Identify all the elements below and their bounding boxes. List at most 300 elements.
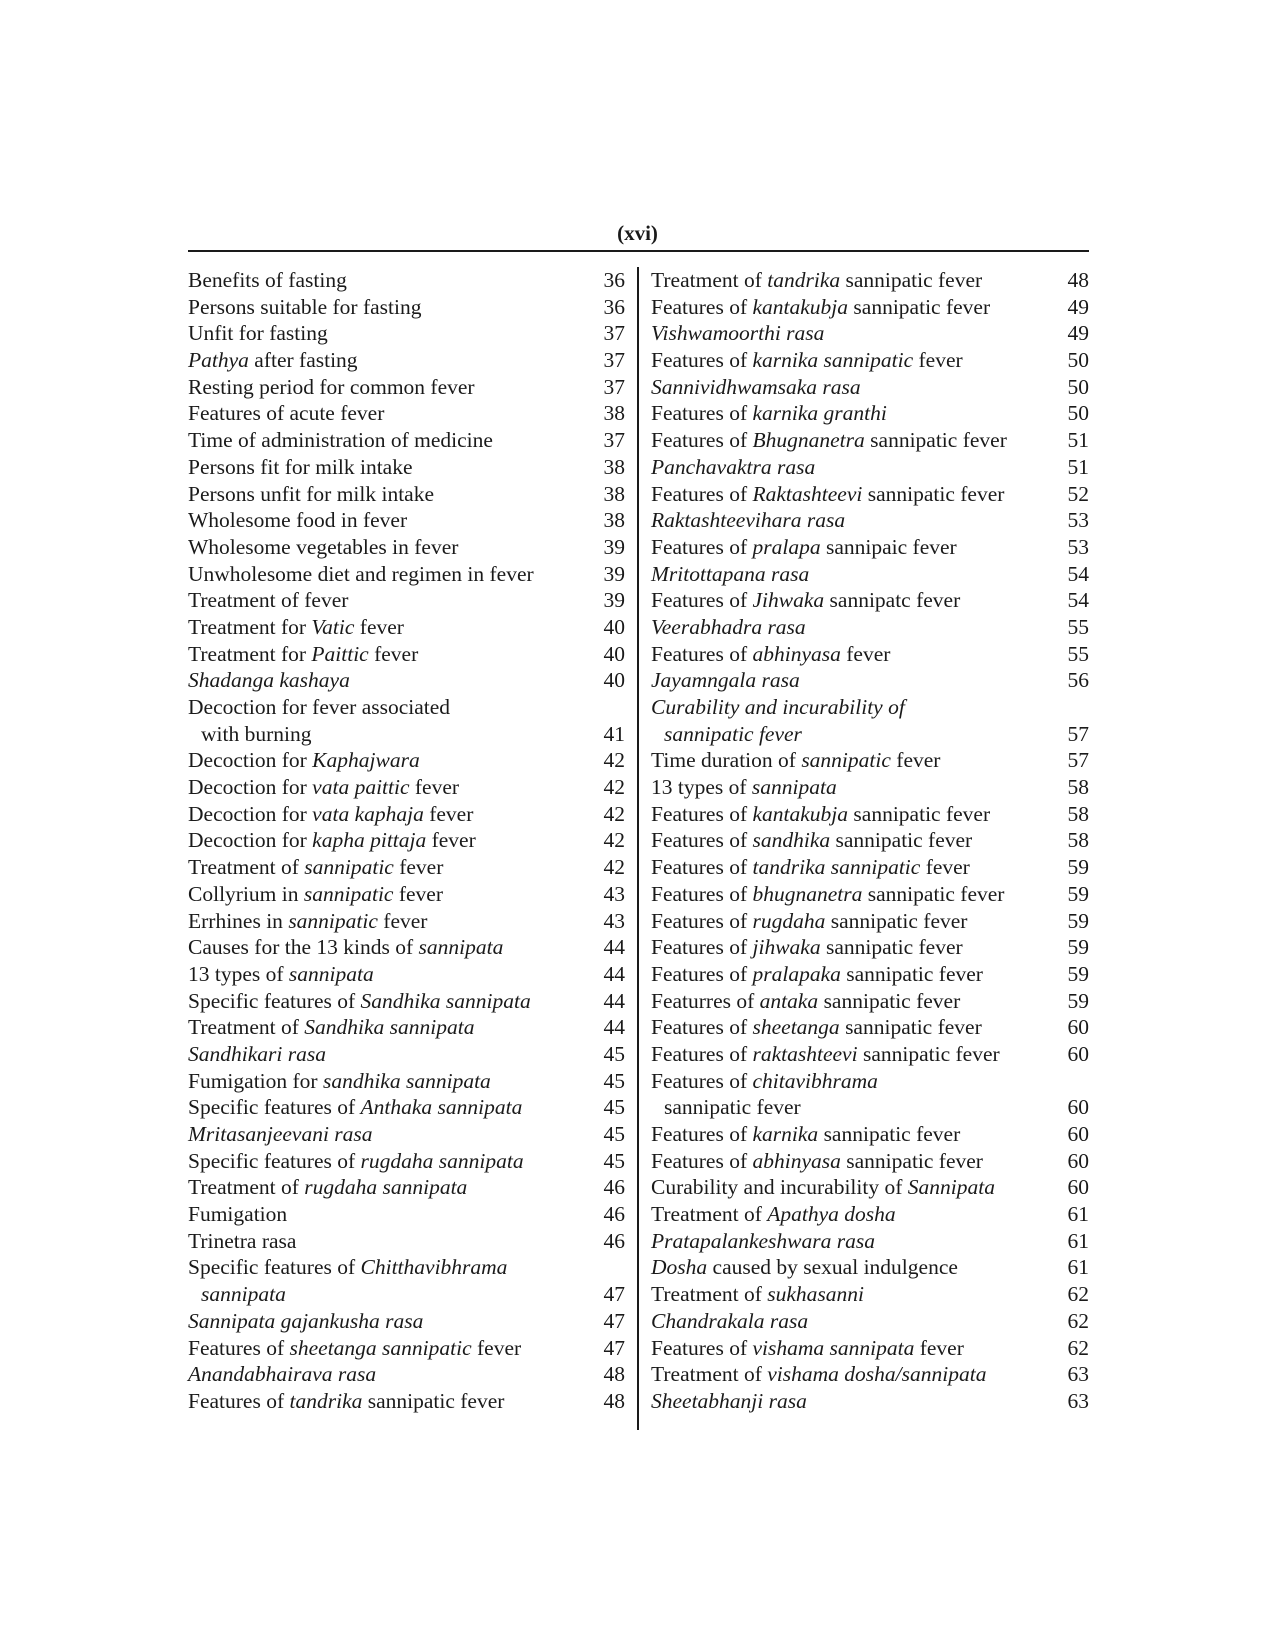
toc-entry-title-italic: Pratapalankeshwara rasa xyxy=(651,1228,875,1253)
toc-entry-title xyxy=(651,320,824,347)
toc-entry-title-text: sannipatic fever xyxy=(825,908,968,933)
toc-entry xyxy=(188,1174,625,1201)
toc-entry-title xyxy=(651,694,905,721)
toc-entry xyxy=(651,721,1089,748)
toc-entry-title-italic: sannipatic xyxy=(303,881,394,906)
toc-entry-title xyxy=(188,507,407,534)
toc-entry-title-italic: sannipatic xyxy=(801,748,891,773)
toc-entry-title-text: Fumigation for xyxy=(188,1068,323,1093)
toc-entry-title-text: sannipatic fever xyxy=(818,988,961,1013)
toc-entry-title-italic: tandrika sannipatic xyxy=(752,855,921,880)
toc-entry-page: 47 xyxy=(603,1335,625,1360)
toc-entry-title-italic: chitavibhrama xyxy=(752,1068,878,1093)
toc-entry-page: 60 xyxy=(1067,1175,1089,1200)
toc-entry-title xyxy=(188,1174,467,1201)
toc-entry xyxy=(188,1388,625,1415)
toc-entry xyxy=(651,561,1089,588)
toc-entry xyxy=(651,507,1089,534)
toc-entry-title-italic: Raktashteevi xyxy=(752,481,863,506)
toc-entry-title xyxy=(188,1068,491,1095)
toc-entry-page: 43 xyxy=(603,881,625,906)
toc-entry-title-italic: Curability and incurability of xyxy=(651,695,905,719)
toc-entry-title-italic: karnika xyxy=(752,1122,819,1146)
toc-entry xyxy=(188,1148,625,1175)
toc-entry-page: 50 xyxy=(1067,401,1089,426)
toc-entry-title-text: sannipaic fever xyxy=(820,534,957,559)
toc-entry xyxy=(651,1174,1089,1201)
toc-entry-title-text: Features of xyxy=(651,855,753,880)
toc-entry-title-text: Features of xyxy=(651,588,753,613)
toc-entry-title-italic: Anandabhairava rasa xyxy=(188,1362,377,1387)
toc-entry-title-text: Features of acute fever xyxy=(188,401,385,426)
toc-entry-page: 52 xyxy=(1067,481,1089,506)
toc-entry-title xyxy=(188,641,418,668)
toc-entry xyxy=(188,827,625,854)
toc-entry-title xyxy=(651,881,1004,908)
toc-entry-title-text: sannipatc fever xyxy=(824,588,961,613)
toc-entry-title xyxy=(188,1094,522,1121)
toc-entry-page: 60 xyxy=(1067,1041,1089,1066)
toc-entry-title-text: Time duration of xyxy=(651,748,802,773)
toc-entry xyxy=(188,1121,625,1148)
toc-entry-title-text: sannipatic fever xyxy=(840,268,983,292)
toc-entry xyxy=(188,374,625,401)
toc-entry-title xyxy=(651,801,990,828)
toc-entry-title xyxy=(651,1148,983,1175)
toc-entry-page: 60 xyxy=(1067,1148,1089,1173)
toc-entry xyxy=(651,881,1089,908)
toc-entry-title-italic: Chitthavibhrama xyxy=(360,1255,508,1280)
toc-entry-title xyxy=(188,1335,521,1362)
toc-entry-title-italic: Jayamngala rasa xyxy=(651,668,800,693)
toc-entry-title xyxy=(651,934,963,961)
toc-entry-title-text: Features of xyxy=(651,1122,753,1146)
toc-entry-title-text: Features of xyxy=(188,1335,290,1360)
toc-entry-title-text: Features of xyxy=(651,481,753,506)
toc-entry-title xyxy=(651,1228,875,1255)
toc-entry-page: 63 xyxy=(1067,1388,1089,1413)
toc-entry-title xyxy=(651,294,990,321)
toc-entry-title-italic: tandrika xyxy=(289,1388,363,1413)
toc-entry-title-text: caused by sexual indulgence xyxy=(707,1255,958,1280)
toc-entry xyxy=(651,400,1089,427)
toc-entry-title-text: sannipatic fever xyxy=(818,1122,961,1146)
toc-entry xyxy=(188,400,625,427)
toc-entry-title-italic: kapha pittaja xyxy=(312,828,427,853)
toc-entry-title-italic: rugdaha sannipata xyxy=(360,1148,524,1173)
toc-entry-title xyxy=(651,747,940,774)
toc-entry-title-text: fever xyxy=(913,348,963,373)
toc-entry-page: 59 xyxy=(1067,908,1089,933)
toc-entry-title-text: Featurres of xyxy=(651,988,760,1013)
toc-entry-page: 42 xyxy=(603,855,625,880)
toc-entry-title-italic: Panchavaktra rasa xyxy=(651,454,816,479)
toc-entry xyxy=(651,827,1089,854)
toc-entry-title-italic: karnika granthi xyxy=(752,401,887,426)
toc-entry xyxy=(651,587,1089,614)
toc-entry-title-text: Features of xyxy=(651,641,753,666)
toc-entry-title-text: Treatment of fever xyxy=(188,588,349,613)
toc-entry-title-italic: vata kaphaja xyxy=(312,801,424,826)
toc-entry-title-text: sannipatic fever xyxy=(862,481,1005,506)
toc-entry-title-text: Specific features of xyxy=(188,1148,361,1173)
toc-entry-page: 61 xyxy=(1067,1255,1089,1280)
toc-entry-page: 44 xyxy=(603,961,625,986)
toc-entry xyxy=(188,1228,625,1255)
toc-entry-title-text: fever xyxy=(393,881,443,906)
toc-entry-title-italic: Pathya xyxy=(188,348,249,373)
toc-entry-title xyxy=(651,427,1007,454)
toc-entry-title xyxy=(188,614,404,641)
toc-entry-title-italic: pralapa xyxy=(752,534,821,559)
toc-entry-title-text: Causes for the 13 kinds of xyxy=(188,935,419,960)
toc-entry-title-italic: sukhasanni xyxy=(767,1282,864,1307)
toc-entry-page: 42 xyxy=(603,828,625,853)
toc-entry xyxy=(651,747,1089,774)
toc-left-column xyxy=(188,267,625,1415)
toc-entry-page: 48 xyxy=(1067,268,1089,292)
toc-entry-page: 46 xyxy=(603,1175,625,1200)
toc-entry-title-italic: Vishwamoorthi rasa xyxy=(651,321,825,346)
toc-entry-title xyxy=(651,267,982,294)
toc-entry xyxy=(651,641,1089,668)
toc-entry-title-italic: Sannipata gajankusha rasa xyxy=(188,1308,424,1333)
toc-entry xyxy=(651,1121,1089,1148)
toc-entry-title-text: fever xyxy=(393,855,444,880)
toc-entry-page: 50 xyxy=(1067,374,1089,399)
toc-entry-title-text: sannipatic fever xyxy=(848,801,991,826)
toc-entry-title-text: Features of xyxy=(651,828,753,853)
toc-entry xyxy=(651,481,1089,508)
toc-entry-title-italic: sannipata xyxy=(201,1282,286,1307)
toc-entry-title-text: Features of xyxy=(651,961,753,986)
toc-entry-title xyxy=(651,1201,896,1228)
toc-entry-title-text: sannipatic fever xyxy=(848,294,991,319)
toc-entry-title-text: Wholesome vegetables in fever xyxy=(188,534,459,559)
toc-entry-title-text: after fasting xyxy=(248,348,358,373)
toc-entry-title-italic: vishama dosha/sannipata xyxy=(767,1362,987,1387)
toc-entry-page: 61 xyxy=(1067,1228,1089,1253)
toc-entry-page: 62 xyxy=(1067,1308,1089,1333)
toc-entry-page: 45 xyxy=(603,1068,625,1093)
toc-entry-title-italic: Sandhika sannipata xyxy=(304,1015,475,1040)
toc-entry-title-italic: Anthaka sannipata xyxy=(360,1095,523,1120)
toc-entry-title-italic: Sandhika sannipata xyxy=(360,988,531,1013)
toc-entry-page: 58 xyxy=(1067,801,1089,826)
toc-entry-title xyxy=(188,801,473,828)
toc-entry-page: 60 xyxy=(1067,1015,1089,1040)
toc-entry-title-text: sannipatic fever xyxy=(362,1388,505,1413)
toc-entry-title xyxy=(188,908,427,935)
toc-entry-page: 37 xyxy=(603,374,625,399)
toc-entry xyxy=(651,374,1089,401)
toc-entry xyxy=(188,1254,625,1281)
toc-entry-page: 38 xyxy=(603,481,625,506)
toc-entry-title-text: sannipatic fever xyxy=(864,428,1007,453)
toc-entry-title-text: Treatment of xyxy=(188,1175,305,1200)
toc-entry-page: 47 xyxy=(603,1308,625,1333)
toc-entry-title-text: Persons unfit for milk intake xyxy=(188,481,435,506)
toc-entry-page: 46 xyxy=(603,1202,625,1227)
toc-entry xyxy=(188,1014,625,1041)
toc-entry-page: 46 xyxy=(603,1228,625,1253)
toc-entry xyxy=(188,294,625,321)
toc-entry-title xyxy=(651,1361,986,1388)
toc-entry-page: 40 xyxy=(603,614,625,639)
toc-entry-title-italic: Raktashteevihara rasa xyxy=(651,508,846,533)
toc-entry-page: 50 xyxy=(1067,348,1089,373)
toc-entry-title-text: Treatment of xyxy=(188,1015,305,1040)
toc-entry xyxy=(188,614,625,641)
toc-entry-title-text: sannipatic fever xyxy=(839,1015,982,1040)
toc-entry-title-italic: Chandrakala rasa xyxy=(651,1308,809,1333)
toc-entry-page: 59 xyxy=(1067,855,1089,880)
toc-entry xyxy=(651,347,1089,374)
toc-entry xyxy=(188,267,625,294)
toc-entry xyxy=(188,347,625,374)
toc-entry-title-text: Treatment of xyxy=(651,1202,768,1227)
toc-entry xyxy=(651,1308,1089,1335)
toc-entry-title xyxy=(188,881,443,908)
toc-entry-page: 58 xyxy=(1067,828,1089,853)
toc-entry xyxy=(651,854,1089,881)
toc-entry-page: 53 xyxy=(1067,508,1089,533)
toc-entry xyxy=(188,454,625,481)
toc-entry-title-italic: Sannividhwamsaka rasa xyxy=(651,374,861,399)
toc-entry xyxy=(651,1041,1089,1068)
toc-entry-title xyxy=(188,1201,287,1228)
toc-entry-page: 48 xyxy=(603,1362,625,1387)
toc-entry-page: 62 xyxy=(1067,1282,1089,1307)
toc-entry-title-italic: abhinyasa xyxy=(752,1148,841,1173)
toc-entry-title xyxy=(651,854,970,881)
toc-entry-title-italic: kantakubja xyxy=(752,294,849,319)
toc-entry xyxy=(651,1068,1089,1095)
toc-entry-page: 55 xyxy=(1067,641,1089,666)
column-divider xyxy=(637,267,639,1430)
toc-entry-page: 38 xyxy=(603,401,625,426)
toc-entry-title-italic: sannipatic fever xyxy=(664,721,802,746)
toc-entry-title xyxy=(188,454,413,481)
toc-entry-title-italic: Veerabhadra rasa xyxy=(651,614,806,639)
toc-entry-title-text: Features of xyxy=(651,1068,753,1093)
toc-entry-title xyxy=(651,827,972,854)
toc-entry xyxy=(188,774,625,801)
toc-entry-title-text: fever xyxy=(914,1335,964,1360)
toc-entry-page: 55 xyxy=(1067,614,1089,639)
toc-entry-title xyxy=(188,534,458,561)
toc-entry-title xyxy=(188,374,475,401)
toc-entry-title xyxy=(651,667,800,694)
toc-entry xyxy=(651,454,1089,481)
toc-entry-title-text: Unfit for fasting xyxy=(188,321,328,346)
toc-entry xyxy=(188,801,625,828)
toc-entry-title-italic: Paittic xyxy=(311,641,369,666)
toc-entry xyxy=(188,881,625,908)
toc-entry xyxy=(188,1335,625,1362)
toc-entry-title-text: Fumigation xyxy=(188,1202,288,1227)
toc-entry xyxy=(188,1094,625,1121)
toc-entry-title-text: Treatment of xyxy=(651,1282,768,1307)
toc-entry-title xyxy=(188,561,534,588)
toc-entry-title-text: Errhines in xyxy=(188,908,289,933)
toc-entry xyxy=(651,934,1089,961)
toc-entry-page: 40 xyxy=(603,641,625,666)
toc-entry-title-text: Unwholesome diet and regimen in fever xyxy=(188,561,534,586)
toc-entry-title-text: sannipatic fever xyxy=(664,1095,801,1120)
toc-entry-title-italic: Mritasanjeevani rasa xyxy=(188,1122,373,1146)
toc-entry xyxy=(188,641,625,668)
toc-entry-title xyxy=(651,561,809,588)
toc-entry-title-italic: abhinyasa xyxy=(752,641,841,666)
toc-entry-title-text: Features of xyxy=(651,1335,753,1360)
toc-entry-title xyxy=(188,1228,296,1255)
toc-entry-page: 41 xyxy=(603,721,625,746)
toc-entry-title-text: Features of xyxy=(651,881,753,906)
toc-entry-title-text: sannipatic fever xyxy=(862,881,1005,906)
toc-entry-title xyxy=(188,481,434,508)
toc-entry-title-text: Features of xyxy=(651,348,753,373)
toc-entry-title-italic: rugdaha sannipata xyxy=(304,1175,468,1200)
toc-entry-title xyxy=(201,721,311,748)
toc-entry-page: 42 xyxy=(603,775,625,800)
toc-entry-page: 56 xyxy=(1067,668,1089,693)
toc-entry-title-text: Specific features of xyxy=(188,1255,361,1280)
toc-entry-title xyxy=(188,1361,376,1388)
toc-entry-title xyxy=(664,1094,801,1121)
toc-entry-title-text: with burning xyxy=(201,721,312,746)
toc-entry-page: 42 xyxy=(603,801,625,826)
toc-entry-title-text: sannipatic fever xyxy=(857,1041,1000,1066)
toc-entry-title xyxy=(651,1068,878,1095)
toc-entry-title-text: Treatment of xyxy=(651,268,768,292)
toc-entry-title xyxy=(651,1041,1000,1068)
toc-entry-title xyxy=(188,587,348,614)
toc-entry-title xyxy=(188,1041,326,1068)
toc-entry xyxy=(188,587,625,614)
toc-entry-title xyxy=(651,481,1004,508)
toc-entry-title-italic: Sheetabhanji rasa xyxy=(651,1388,807,1413)
toc-entry-page: 59 xyxy=(1067,961,1089,986)
toc-entry-title-text: 13 types of xyxy=(188,961,289,986)
toc-entry-title xyxy=(651,614,806,641)
toc-entry-title xyxy=(651,961,983,988)
toc-entry-title xyxy=(664,721,802,748)
toc-entry-title xyxy=(188,400,384,427)
toc-entry xyxy=(188,747,625,774)
toc-entry-title-text: Time of administration of medicine xyxy=(188,428,493,453)
toc-entry xyxy=(188,561,625,588)
toc-entry-page: 57 xyxy=(1067,721,1089,746)
toc-entry xyxy=(188,694,625,721)
toc-entry-title xyxy=(651,587,960,614)
toc-entry-title xyxy=(188,1308,423,1335)
toc-entry-title-italic: bhugnanetra xyxy=(752,881,863,906)
toc-entry-title xyxy=(651,1174,995,1201)
toc-entry-title-text: 13 types of xyxy=(651,775,752,800)
toc-entry xyxy=(651,1014,1089,1041)
toc-entry-page: 44 xyxy=(603,988,625,1013)
toc-entry-title xyxy=(651,1308,808,1335)
toc-entry-page: 40 xyxy=(603,668,625,693)
toc-entry xyxy=(188,1281,625,1308)
toc-entry-title-text: fever xyxy=(368,641,419,666)
toc-entry-title xyxy=(188,827,476,854)
toc-entry-title-text: fever xyxy=(377,908,428,933)
header-rule xyxy=(188,250,1089,252)
toc-entry-page: 59 xyxy=(1067,881,1089,906)
toc-entry-title xyxy=(188,1388,504,1415)
toc-entry-title-text: Treatment of xyxy=(188,855,305,880)
toc-entry-page: 44 xyxy=(603,935,625,960)
toc-entry-title-italic: karnika sannipatic xyxy=(752,348,914,373)
toc-entry-title-italic: Sandhikari rasa xyxy=(188,1041,326,1066)
toc-entry-title xyxy=(651,374,861,401)
toc-entry-page: 36 xyxy=(603,268,625,292)
toc-entry-title-text: fever xyxy=(354,614,404,639)
toc-entry-title-italic: raktashteevi xyxy=(752,1041,858,1066)
toc-entry-title xyxy=(188,934,503,961)
toc-entry-page: 42 xyxy=(603,748,625,773)
toc-entry-title-italic: pralapaka xyxy=(752,961,841,986)
toc-entry xyxy=(188,667,625,694)
page-number: (xvi) xyxy=(617,221,658,245)
toc-entry-title xyxy=(188,988,531,1015)
toc-entry-title-text: Benefits of fasting xyxy=(188,268,347,292)
toc-entry-page: 48 xyxy=(603,1388,625,1413)
toc-entry-page: 49 xyxy=(1067,321,1089,346)
toc-entry-title xyxy=(188,347,358,374)
toc-entry-title-italic: sandhika sannipata xyxy=(322,1068,491,1093)
toc-entry-page: 61 xyxy=(1067,1202,1089,1227)
toc-entry xyxy=(651,1228,1089,1255)
toc-entry-title-text: fever xyxy=(423,801,474,826)
toc-entry-title-italic: sannipatic xyxy=(288,908,378,933)
toc-entry-title xyxy=(188,1148,524,1175)
toc-entry-title-text: Decoction for fever associated xyxy=(188,695,451,719)
toc-entry-title xyxy=(651,400,887,427)
toc-entry-page: 51 xyxy=(1067,428,1089,453)
toc-entry-page: 38 xyxy=(603,454,625,479)
toc-entry-title-italic: Apathya dosha xyxy=(767,1202,896,1227)
toc-entry-title-text: sannipatic fever xyxy=(840,961,983,986)
toc-entry-title xyxy=(188,320,328,347)
toc-entry-title-italic: kantakubja xyxy=(752,801,849,826)
toc-entry-title-text: sannipatic fever xyxy=(830,828,973,853)
toc-entry xyxy=(651,534,1089,561)
toc-entry-title-text: Curability and incurability of xyxy=(651,1175,908,1200)
toc-entry xyxy=(651,667,1089,694)
toc-entry-title xyxy=(188,854,443,881)
toc-entry xyxy=(188,427,625,454)
toc-entry-title-italic: vata paittic xyxy=(312,775,410,800)
toc-entry-page: 39 xyxy=(603,588,625,613)
toc-entry xyxy=(188,1068,625,1095)
toc-entry-title-italic: rugdaha xyxy=(752,908,826,933)
toc-entry-page: 54 xyxy=(1067,588,1089,613)
toc-entry xyxy=(188,908,625,935)
toc-entry-title-text: Trinetra rasa xyxy=(188,1228,297,1253)
toc-entry-title xyxy=(188,427,493,454)
toc-entry-page: 44 xyxy=(603,1015,625,1040)
toc-entry xyxy=(188,481,625,508)
toc-entry xyxy=(188,1201,625,1228)
toc-entry-page: 38 xyxy=(603,508,625,533)
toc-entry-title xyxy=(188,294,421,321)
toc-entry-title-text: Features of xyxy=(651,428,753,453)
toc-entry xyxy=(651,1281,1089,1308)
toc-entry xyxy=(651,1388,1089,1415)
